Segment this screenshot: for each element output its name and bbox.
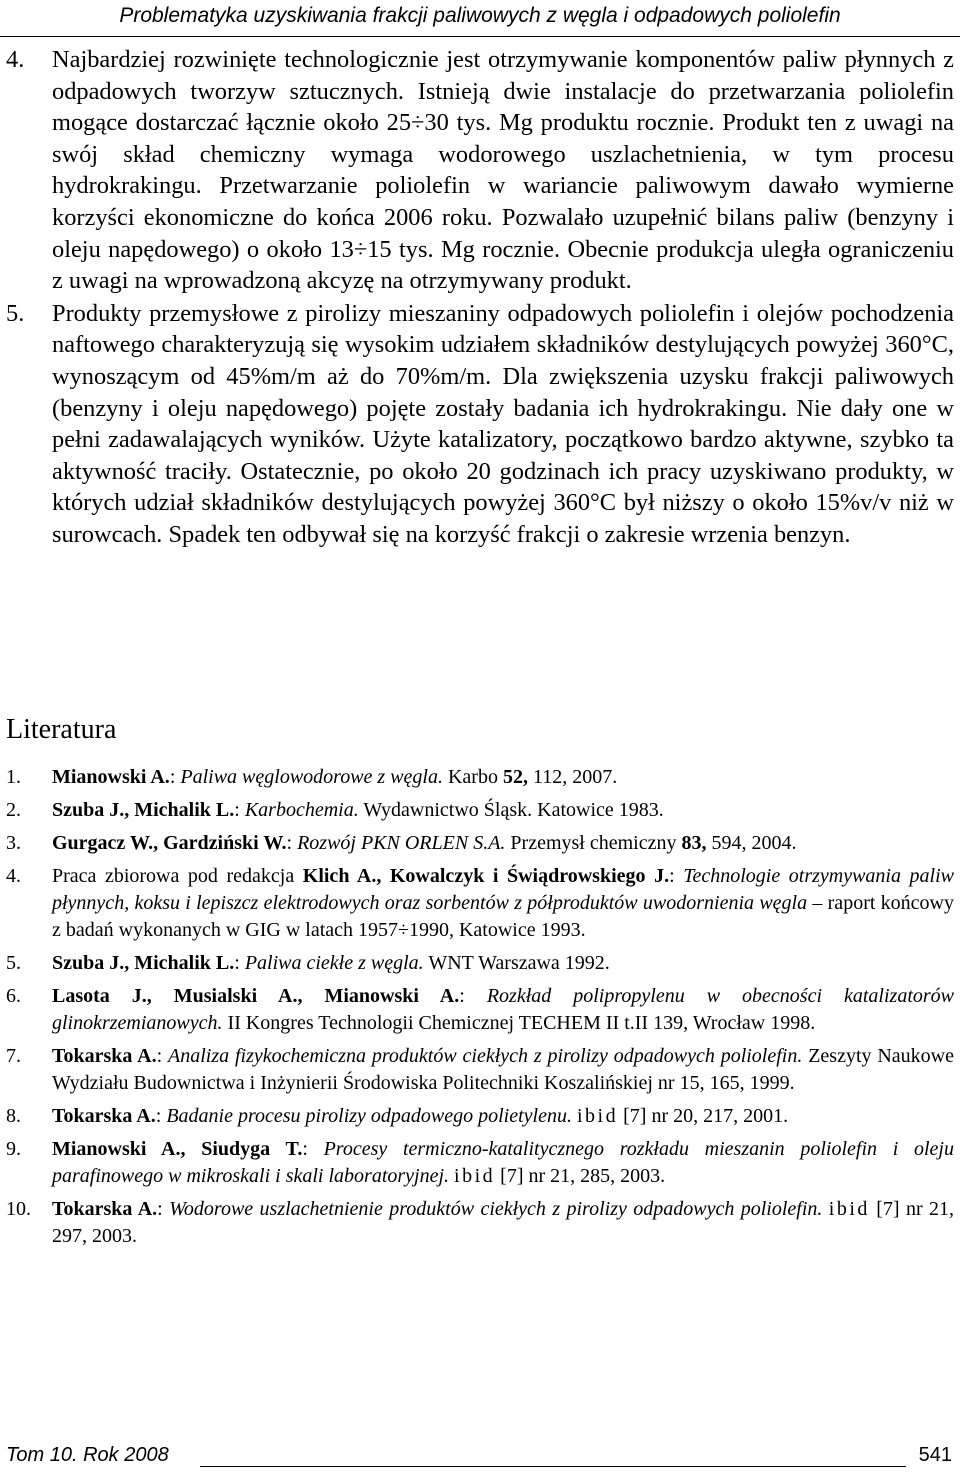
item-number: 5. xyxy=(6,299,25,327)
reference-item-7 xyxy=(0,1043,960,1097)
reference-list xyxy=(0,764,960,1250)
reference-details: WNT Warszawa 1992. xyxy=(423,952,610,974)
reference-number: 1. xyxy=(6,766,21,788)
reference-authors: Mianowski A. xyxy=(52,766,170,788)
reference-authors: Tokarska A. xyxy=(52,1198,158,1220)
reference-authors: Klich A., Kowalczyk i Świądrowskiego J. xyxy=(302,865,670,887)
footer-rule xyxy=(200,1466,906,1467)
reference-details: 112, 2007. xyxy=(527,766,618,788)
reference-item-3 xyxy=(0,830,960,857)
reference-ibid: ibid xyxy=(828,1198,870,1220)
reference-number: 3. xyxy=(6,832,21,854)
reference-separator: : xyxy=(302,1138,324,1160)
journal-volume: Tom 10. Rok 2008 xyxy=(6,1444,169,1466)
reference-title: Wodorowe uszlachetnienie produktów ciekłych z pirolizy odpadowych poliolefin. xyxy=(169,1198,823,1220)
reference-authors: Gurgacz W., Gardziński W. xyxy=(52,832,287,854)
reference-title: Badanie procesu pirolizy odpadowego polietylenu. xyxy=(166,1105,572,1127)
reference-item-6 xyxy=(0,983,960,1037)
reference-number: 8. xyxy=(6,1105,21,1127)
running-header xyxy=(0,0,960,42)
reference-separator: : xyxy=(234,799,245,821)
reference-title: Karbochemia. xyxy=(244,799,359,821)
reference-item-9 xyxy=(0,1136,960,1190)
reference-separator: : xyxy=(157,1198,170,1220)
reference-separator: : xyxy=(286,832,298,854)
item-text: Produkty przemysłowe z pirolizy mieszaniny odpadowych poliolefin i olejów pochodzenia naftowego charakteryzują się wysokim udziałem składników destylujących powyżej 360°C, wynoszącym od 45%m/m aż do 70%m/m. Dla zwiększenia uzysku frakcji paliwowych (benzyny i oleju napędowego) pojęte zostały badania ich hydrokrakingu. Nie dały one w pełni zadawalających wyników. Użyte katalizatory, początkowo bardzo aktywne, szybko ta aktywność traciły. Ostatecznie, po około 20 godzinach ich pracy uzyskiwano produkty, w których udział składników destylujących powyżej 360°C był niższy o około 15%v/v niż w surowcach. Spadek ten odbywał się na korzyść frakcji o zakresie wrzenia benzyn. xyxy=(52,299,954,548)
reference-details: Wydawnictwo Śląsk. Katowice 1983. xyxy=(358,799,664,821)
reference-item-8 xyxy=(0,1103,960,1130)
reference-volume: 52, xyxy=(502,766,528,788)
reference-volume: 83, xyxy=(681,832,707,854)
reference-number: 6. xyxy=(6,985,21,1007)
reference-number: 9. xyxy=(6,1138,21,1160)
reference-number: 7. xyxy=(6,1045,21,1067)
reference-details: [7] nr 20, 217, 2001. xyxy=(618,1105,789,1127)
reference-separator: : xyxy=(156,1045,169,1067)
page-number: 541 xyxy=(918,1444,952,1466)
reference-separator: : xyxy=(155,1105,167,1127)
reference-authors: Szuba J., Michalik L. xyxy=(52,799,235,821)
reference-authors: Tokarska A. xyxy=(52,1105,156,1127)
reference-title: Rozwój PKN ORLEN S.A. xyxy=(297,832,506,854)
reference-details: [7] nr 21, 297, 2003. xyxy=(52,1198,955,1247)
reference-separator: : xyxy=(669,865,684,887)
running-footer xyxy=(0,1440,960,1472)
reference-details: 594, 2004. xyxy=(706,832,797,854)
reference-authors: Tokarska A. xyxy=(52,1045,157,1067)
reference-title: Rozkład polipropylenu w obecności katalizatorów glinokrzemianowych. xyxy=(52,985,954,1034)
reference-title: Technologie otrzymywania paliw płynnych, koksu i lepiszcz elektrodowych oraz sorbentów z półproduktów uwodornienia węgla – xyxy=(52,865,954,914)
header-rule xyxy=(0,36,960,37)
conclusion-item-5 xyxy=(0,298,960,551)
reference-number: 4. xyxy=(6,865,21,887)
reference-number: 10. xyxy=(6,1198,31,1220)
reference-details: [7] nr 21, 285, 2003. xyxy=(495,1165,666,1187)
reference-authors: Mianowski A., Siudyga T. xyxy=(52,1138,303,1160)
header-title: Problematyka uzyskiwania frakcji paliwowych z węgla i odpadowych poliolefin xyxy=(119,4,841,27)
reference-item-10 xyxy=(0,1196,960,1250)
reference-separator: : xyxy=(234,952,245,974)
reference-authors: Lasota J., Musialski A., Mianowski A. xyxy=(52,985,460,1007)
reference-lead: Praca zbiorowa pod redakcja xyxy=(52,865,303,887)
reference-source: Karbo xyxy=(442,766,503,788)
reference-separator: : xyxy=(459,985,487,1007)
reference-details: Zeszyty Naukowe Wydziału Budownictwa i Inżynierii Środowiska Politechniki Koszalińskiej nr 15, 165, 1999. xyxy=(52,1045,955,1094)
reference-separator: : xyxy=(169,766,181,788)
reference-title: Paliwa węglowodorowe z węgla. xyxy=(180,766,443,788)
reference-source: Przemysł chemiczny xyxy=(505,832,682,854)
reference-ibid: ibid xyxy=(454,1165,496,1187)
item-text: Najbardziej rozwinięte technologicznie jest otrzymywanie komponentów paliw płynnych z odpadowych tworzyw sztucznych. Istnieją dwie instalacje do przetwarzania poliolefin mogące dostarczać łącznie około 25÷30 tys. Mg produktu rocznie. Produkt ten z uwagi na swój skład chemiczny wymaga wodorowego uszlachetnienia, w tym procesu hydrokrakingu. Przetwarzanie poliolefin w wariancie paliwowym dawało wymierne korzyści ekonomiczne do końca 2006 roku. Pozwalało uzupełnić bilans paliw (benzyny i oleju napędowego) o około 13÷15 tys. Mg rocznie. Obecnie produkcja uległa ograniczeniu z uwagi na wprowadzoną akcyzę na otrzymywany produkt. xyxy=(52,46,954,295)
reference-details: II Kongres Technologii Chemicznej TECHEM II t.II 139, Wrocław 1998. xyxy=(222,1012,816,1034)
reference-number: 2. xyxy=(6,799,21,821)
reference-title: Analiza fizykochemiczna produktów ciekłych z pirolizy odpadowych poliolefin. xyxy=(168,1045,803,1067)
reference-title: Procesy termiczno-katalitycznego rozkładu mieszanin poliolefin i oleju parafinowego w mikroskali i skali laboratoryjnej. xyxy=(52,1138,954,1187)
reference-number: 5. xyxy=(6,952,21,974)
reference-details: raport końcowy z badań wykonanych w GIG w latach 1957÷1990, Katowice 1993. xyxy=(52,892,955,941)
item-number: 4. xyxy=(6,46,25,73)
literature-heading: Literatura xyxy=(6,714,117,745)
reference-item-1 xyxy=(0,764,960,791)
conclusion-item-4 xyxy=(0,44,960,297)
reference-item-4 xyxy=(0,863,960,944)
reference-item-5 xyxy=(0,950,960,977)
reference-ibid: ibid xyxy=(577,1105,619,1127)
conclusions-list xyxy=(0,44,960,551)
reference-title: Paliwa ciekłe z węgla. xyxy=(244,952,424,974)
reference-authors: Szuba J., Michalik L. xyxy=(52,952,235,974)
reference-item-2 xyxy=(0,797,960,824)
